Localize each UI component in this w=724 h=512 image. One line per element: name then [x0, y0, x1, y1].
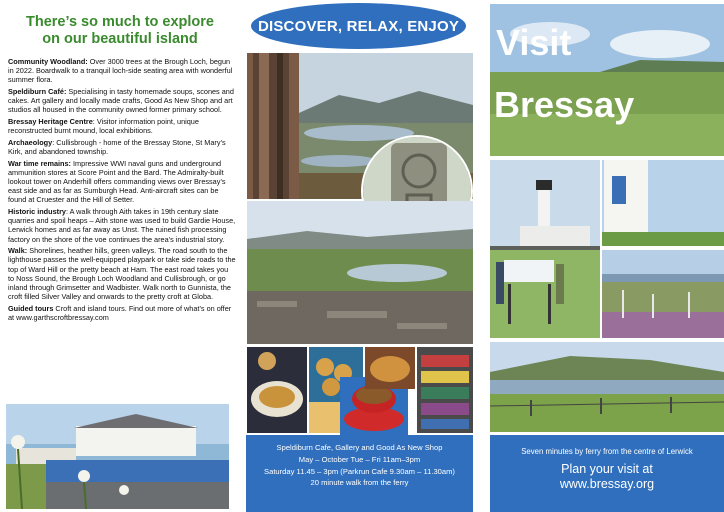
- plan-line: Plan your visit at: [561, 462, 653, 476]
- photo-village-street: [6, 404, 229, 509]
- photo-baking: [365, 347, 415, 389]
- photo-loch-saplings: [602, 250, 724, 338]
- photo-knitwear: [417, 347, 473, 433]
- ferry-note: Seven minutes by ferry from the centre of Lerwick: [521, 447, 693, 456]
- entry-text: Over 3000 trees at the Brough Loch, begun in 2022. Boardwalk to a tranquil loch-side seating area with wonderful summer flora.: [8, 57, 233, 85]
- entry-title: Bressay Heritage Centre: [8, 117, 93, 126]
- entry-text: Shorelines, heather hills, green valleys. The road south to the lighthouse passes the well-equipped playpark or take side roads to the top of Ward Hill or the pretty beach at Ham. The east road takes you to Noss Sound, the Brough Loch Woodland and Cullisbrough, or go inland through Grimsetter and Wadbister. Walk north to Gunnista, the croft filled Silver Valley and onwards to the pretty croft at Globa.: [8, 246, 236, 302]
- cover-title-bressay: Bressay: [494, 84, 635, 125]
- left-panel: [0, 0, 240, 512]
- photo-standing-stone: [247, 53, 299, 199]
- website-link[interactable]: www.bressay.org: [559, 477, 655, 491]
- photo-shore-fence: [490, 342, 724, 432]
- plan-visit-text: [490, 462, 724, 492]
- attractions-list: [8, 57, 236, 325]
- entry-text: : Cullisbrough - home of the Bressay Stone, St Mary’s Kirk, and abandoned township.: [8, 137, 226, 156]
- plan-visit-box: [490, 435, 724, 512]
- entry-text: : Visitor information point, unique reconstructed burnt mound, local exhibitions.: [8, 117, 199, 136]
- entry-walk: [8, 246, 236, 301]
- entry-title: Community Woodland:: [8, 57, 88, 66]
- cafe-walk-distance: 20 minute walk from the ferry: [310, 478, 409, 488]
- entry-title: Guided tours: [8, 303, 54, 313]
- entry-archaeology: [8, 138, 236, 156]
- entry-title: War time remains:: [8, 158, 71, 168]
- right-panel: [490, 0, 724, 512]
- left-heading: [6, 14, 234, 48]
- entry-title: Archaeology: [8, 137, 53, 147]
- photo-quarry: [247, 201, 473, 344]
- photo-cafe-food: [247, 347, 307, 433]
- photo-woodland-sign: [490, 250, 600, 338]
- entry-woodland: [8, 57, 236, 85]
- entry-text: Impressive WWI naval guns and underground ammunition stores at Score Point and the Bard. The Admiralty-built lookout tower on Anderhill offers commanding views over Bressay’s east side and as far as Sumburgh Head. Anti-aircraft sites can be found at Cruester and the Hill of Setter.: [8, 158, 226, 205]
- cafe-info-box: [246, 435, 473, 512]
- cover-title-visit: Visit: [496, 22, 572, 63]
- heading-line-2: on our beautiful island: [42, 31, 198, 47]
- entry-war-time: [8, 159, 236, 205]
- cafe-saturday-hours: Saturday 11.45 – 3pm (Parkrun Cafe 9.30am – 11.30am): [264, 466, 455, 476]
- entry-text: : A walk through Aith takes in 19th century slate quarries and spoil heaps – Aith stone was used to build Gardie House, Lerwick homes and as far away as Unst. The ruined fish processing factory on the shore of the voe continues the area’s industrial story.: [8, 207, 236, 244]
- entry-cafe: [8, 87, 236, 115]
- cafe-season-hours: May – October Tue – Fri 11am–3pm: [298, 454, 421, 464]
- photo-heritage-centre: [602, 160, 724, 246]
- heading-line-1: There’s so much to explore: [25, 14, 214, 30]
- entry-title: Speldiburn Café:: [8, 87, 67, 96]
- entry-title: Historic industry: [8, 207, 66, 216]
- cafe-name: Speldiburn Cafe, Gallery and Good As New Shop: [276, 443, 443, 452]
- entry-heritage-centre: [8, 117, 236, 135]
- middle-panel: [244, 0, 476, 512]
- entry-industry: [8, 207, 236, 244]
- entry-tours: [8, 304, 236, 322]
- discover-banner: DISCOVER, RELAX, ENJOY: [251, 3, 466, 49]
- entry-text: Croft and island tours. Find out more of what’s on offer at www.garthscroftbressay.com: [8, 303, 232, 323]
- entry-text: Specialising in tasty homemade soups, scones and cakes. Art gallery and locally made crafts, Good As New Shop and art studios all housed in the community owned former primary school.: [8, 87, 234, 115]
- entry-title: Walk:: [8, 246, 28, 256]
